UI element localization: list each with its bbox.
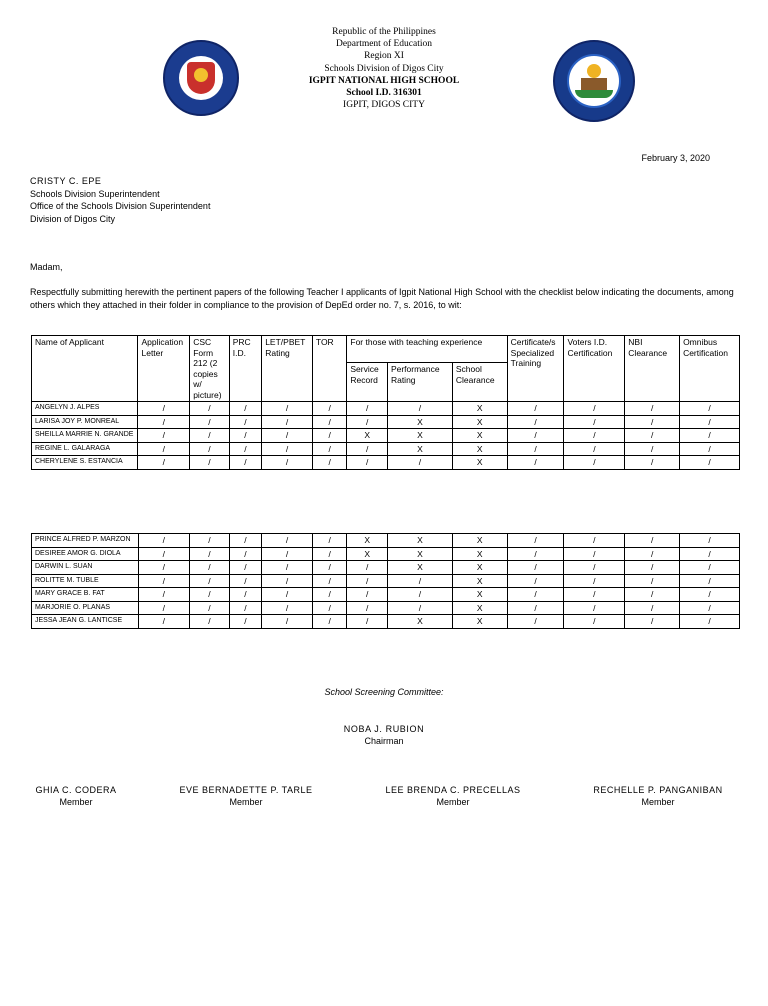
table-row — [32, 615, 740, 629]
checklist-mark: / — [507, 588, 564, 602]
checklist-mark: / — [564, 534, 625, 548]
checklist-mark: / — [680, 574, 740, 588]
checklist-mark: / — [312, 402, 346, 416]
checklist-mark: / — [138, 442, 190, 456]
member-role: Member — [59, 797, 93, 807]
checklist-mark: / — [138, 534, 190, 548]
checklist-mark: / — [229, 429, 261, 443]
recipient-division: Division of Digos City — [30, 213, 116, 224]
recipient-block — [30, 175, 210, 225]
checklist-mark: / — [190, 442, 230, 456]
member-role: Member — [229, 797, 263, 807]
table-2-body — [32, 534, 740, 629]
member-name: RECHELLE P. PANGANIBAN — [593, 785, 723, 795]
checklist-mark: / — [347, 456, 388, 470]
checklist-mark: / — [229, 402, 261, 416]
table-row — [32, 574, 740, 588]
checklist-mark: / — [347, 615, 388, 629]
checklist-mark: X — [347, 547, 388, 561]
checklist-mark: / — [262, 456, 313, 470]
table-row — [32, 534, 740, 548]
checklist-mark: / — [190, 534, 230, 548]
checklist-mark: / — [507, 574, 564, 588]
checklist-mark: / — [312, 615, 346, 629]
checklist-mark: X — [452, 615, 507, 629]
table-1-body — [32, 402, 740, 470]
checklist-mark: / — [680, 442, 740, 456]
checklist-mark: / — [262, 534, 313, 548]
applicant-checklist-table-2 — [31, 533, 740, 629]
table-row — [32, 601, 740, 615]
checklist-mark: / — [564, 402, 625, 416]
chair-name: NOBA J. RUBION — [343, 724, 425, 734]
checklist-mark: / — [229, 615, 261, 629]
checklist-mark: X — [387, 534, 452, 548]
checklist-mark: / — [262, 547, 313, 561]
checklist-mark: / — [680, 588, 740, 602]
checklist-mark: / — [347, 588, 388, 602]
checklist-mark: X — [452, 574, 507, 588]
checklist-mark: / — [262, 588, 313, 602]
recipient-office: Office of the Schools Division Superintendent — [30, 201, 211, 211]
checklist-mark: X — [452, 456, 507, 470]
checklist-mark: X — [452, 429, 507, 443]
checklist-mark: / — [625, 588, 680, 602]
checklist-mark: / — [190, 601, 230, 615]
checklist-mark: / — [190, 588, 230, 602]
checklist-mark: / — [564, 429, 625, 443]
checklist-mark: / — [564, 456, 625, 470]
header-service-record: Service Record — [347, 363, 388, 402]
checklist-mark: / — [190, 561, 230, 575]
header-prc: PRC I.D. — [229, 336, 261, 402]
checklist-mark: / — [507, 561, 564, 575]
applicant-name: PRINCE ALFRED P. MARZON — [32, 534, 139, 548]
checklist-mark: / — [312, 456, 346, 470]
checklist-mark: / — [625, 534, 680, 548]
checklist-mark: / — [312, 601, 346, 615]
checklist-mark: / — [347, 574, 388, 588]
checklist-mark: / — [262, 429, 313, 443]
header-address: IGPIT, DIGOS CITY — [343, 100, 425, 111]
letterhead — [0, 26, 768, 111]
checklist-mark: / — [387, 601, 452, 615]
checklist-mark: / — [680, 547, 740, 561]
member-3 — [373, 784, 533, 808]
checklist-mark: / — [680, 615, 740, 629]
checklist-mark: / — [625, 429, 680, 443]
checklist-mark: X — [387, 547, 452, 561]
header-let: LET/PBET Rating — [262, 336, 313, 402]
header-teaching-group: For those with teaching experience — [347, 336, 507, 363]
checklist-mark: / — [564, 615, 625, 629]
checklist-mark: / — [625, 574, 680, 588]
header-republic: Republic of the Philippines — [332, 27, 436, 37]
checklist-mark: / — [625, 561, 680, 575]
header-application-letter: Application Letter — [138, 336, 190, 402]
letter-body: Respectfully submitting herewith the pertinent papers of the following Teacher I applicants of Igpit National High School with the checklist below indicating the documents, among others which they attached in their folder in compliance to the provision of DepEd order no. 7, s. 2016, to wit: — [30, 287, 734, 310]
checklist-mark: X — [452, 415, 507, 429]
header-performance-rating: Performance Rating — [387, 363, 452, 402]
checklist-mark: / — [190, 547, 230, 561]
checklist-mark: / — [387, 574, 452, 588]
letter-date: February 3, 2020 — [641, 153, 710, 163]
header-department: Department of Education — [335, 39, 433, 50]
applicant-name: DESIREE AMOR G. DIOLA — [32, 547, 139, 561]
checklist-mark: / — [625, 547, 680, 561]
checklist-mark: / — [262, 601, 313, 615]
checklist-mark: / — [229, 456, 261, 470]
checklist-mark: X — [347, 534, 388, 548]
checklist-mark: / — [625, 402, 680, 416]
checklist-mark: X — [387, 561, 452, 575]
header-name: Name of Applicant — [32, 336, 138, 402]
checklist-mark: / — [229, 547, 261, 561]
checklist-mark: X — [452, 442, 507, 456]
checklist-mark: / — [262, 615, 313, 629]
checklist-mark: / — [564, 601, 625, 615]
checklist-mark: / — [312, 429, 346, 443]
checklist-mark: / — [138, 402, 190, 416]
checklist-mark: / — [190, 429, 230, 443]
checklist-mark: X — [387, 442, 452, 456]
checklist-mark: / — [262, 442, 313, 456]
checklist-mark: / — [564, 588, 625, 602]
checklist-mark: / — [680, 429, 740, 443]
checklist-mark: / — [625, 415, 680, 429]
checklist-mark: / — [507, 429, 564, 443]
member-role: Member — [641, 797, 675, 807]
checklist-mark: / — [138, 588, 190, 602]
checklist-mark: / — [262, 574, 313, 588]
checklist-mark: X — [452, 561, 507, 575]
checklist-mark: / — [507, 402, 564, 416]
checklist-mark: / — [229, 442, 261, 456]
checklist-mark: / — [138, 547, 190, 561]
checklist-mark: / — [138, 456, 190, 470]
checklist-mark: X — [452, 601, 507, 615]
applicant-name: LARISA JOY P. MONREAL — [32, 415, 138, 429]
header-school-name: IGPIT NATIONAL HIGH SCHOOL — [308, 75, 460, 86]
checklist-mark: / — [229, 574, 261, 588]
header-tor: TOR — [312, 336, 346, 402]
recipient-name: CRISTY C. EPE — [30, 176, 102, 186]
checklist-mark: / — [190, 402, 230, 416]
checklist-mark: / — [625, 615, 680, 629]
member-role: Member — [436, 797, 470, 807]
checklist-mark: / — [564, 547, 625, 561]
checklist-mark: / — [312, 534, 346, 548]
checklist-mark: X — [387, 415, 452, 429]
member-name: GHIA C. CODERA — [35, 785, 117, 795]
header-nbi: NBI Clearance — [625, 336, 680, 402]
checklist-mark: / — [680, 534, 740, 548]
header-division: Schools Division of Digos City — [324, 63, 444, 74]
header-csc-form: CSC Form 212 (2 copies w/ picture) — [190, 336, 230, 402]
checklist-mark: / — [564, 442, 625, 456]
checklist-mark: / — [312, 442, 346, 456]
applicant-name: SHEILLA MARRIE N. GRANDE — [32, 429, 138, 443]
checklist-mark: / — [190, 456, 230, 470]
checklist-mark: / — [507, 442, 564, 456]
table-row — [32, 429, 740, 443]
member-name: LEE BRENDA C. PRECELLAS — [385, 785, 521, 795]
table-row — [32, 588, 740, 602]
checklist-mark: X — [452, 588, 507, 602]
applicant-name: ROLITTE M. TUBLE — [32, 574, 139, 588]
checklist-mark: / — [312, 561, 346, 575]
applicant-name: REGINE L. GALARAGA — [32, 442, 138, 456]
applicant-checklist-table-1 — [31, 335, 740, 470]
checklist-mark: / — [229, 534, 261, 548]
checklist-mark: / — [138, 601, 190, 615]
checklist-mark: / — [262, 561, 313, 575]
checklist-mark: / — [680, 601, 740, 615]
member-1 — [16, 784, 136, 808]
checklist-mark: / — [229, 561, 261, 575]
applicant-name: ANGELYN J. ALPES — [32, 402, 138, 416]
checklist-mark: X — [387, 429, 452, 443]
checklist-mark: X — [452, 534, 507, 548]
checklist-mark: / — [625, 456, 680, 470]
table-row — [32, 456, 740, 470]
checklist-mark: / — [625, 601, 680, 615]
checklist-mark: / — [507, 615, 564, 629]
checklist-mark: / — [138, 615, 190, 629]
applicant-name: MARY GRACE B. FAT — [32, 588, 139, 602]
recipient-title: Schools Division Superintendent — [30, 188, 160, 199]
checklist-mark: / — [229, 601, 261, 615]
checklist-mark: / — [262, 402, 313, 416]
applicant-name: JESSA JEAN G. LANTICSE — [32, 615, 139, 629]
member-4 — [578, 784, 738, 808]
checklist-mark: / — [229, 415, 261, 429]
checklist-mark: / — [138, 574, 190, 588]
header-school-clearance: School Clearance — [452, 363, 507, 402]
checklist-mark: / — [625, 442, 680, 456]
checklist-mark: / — [229, 588, 261, 602]
checklist-mark: X — [452, 547, 507, 561]
checklist-mark: / — [138, 415, 190, 429]
checklist-mark: / — [507, 601, 564, 615]
checklist-mark: / — [680, 561, 740, 575]
checklist-mark: / — [347, 561, 388, 575]
header-school-id: School I.D. 316301 — [346, 88, 422, 99]
checklist-mark: / — [680, 402, 740, 416]
header-omnibus: Omnibus Certification — [680, 336, 740, 402]
checklist-mark: / — [347, 415, 388, 429]
checklist-mark: / — [507, 534, 564, 548]
member-name: EVE BERNADETTE P. TARLE — [179, 785, 313, 795]
table-row — [32, 415, 740, 429]
checklist-mark: / — [680, 456, 740, 470]
checklist-mark: / — [347, 442, 388, 456]
checklist-mark: / — [312, 547, 346, 561]
applicant-name: CHERYLENE S. ESTANCIA — [32, 456, 138, 470]
checklist-mark: / — [387, 456, 452, 470]
checklist-mark: / — [564, 561, 625, 575]
checklist-mark: / — [507, 547, 564, 561]
member-2 — [166, 784, 326, 808]
checklist-mark: X — [387, 615, 452, 629]
committee-heading: School Screening Committee: — [324, 687, 444, 697]
checklist-mark: / — [190, 415, 230, 429]
checklist-mark: / — [387, 402, 452, 416]
checklist-mark: / — [312, 574, 346, 588]
chair-block — [0, 723, 768, 747]
header-voters: Voters I.D. Certification — [564, 336, 625, 402]
checklist-mark: / — [347, 402, 388, 416]
applicant-name: DARWIN L. SUAN — [32, 561, 139, 575]
header-certificates: Certificate/s Specialized Training — [507, 336, 564, 402]
checklist-mark: / — [138, 561, 190, 575]
checklist-mark: / — [262, 415, 313, 429]
checklist-mark: / — [507, 415, 564, 429]
chair-role: Chairman — [364, 736, 404, 746]
table-row — [32, 547, 740, 561]
table-row — [32, 402, 740, 416]
checklist-mark: / — [347, 601, 388, 615]
checklist-mark: / — [138, 429, 190, 443]
checklist-mark: / — [564, 415, 625, 429]
header-region: Region XI — [364, 51, 404, 62]
checklist-mark: / — [507, 456, 564, 470]
salutation: Madam, — [30, 262, 63, 272]
checklist-mark: X — [347, 429, 388, 443]
checklist-mark: / — [312, 415, 346, 429]
applicant-name: MARJORIE O. PLANAS — [32, 601, 139, 615]
checklist-mark: X — [452, 402, 507, 416]
checklist-mark: / — [564, 574, 625, 588]
checklist-mark: / — [680, 415, 740, 429]
checklist-mark: / — [190, 615, 230, 629]
checklist-mark: / — [190, 574, 230, 588]
table-row — [32, 442, 740, 456]
table-row — [32, 561, 740, 575]
checklist-mark: / — [387, 588, 452, 602]
checklist-mark: / — [312, 588, 346, 602]
